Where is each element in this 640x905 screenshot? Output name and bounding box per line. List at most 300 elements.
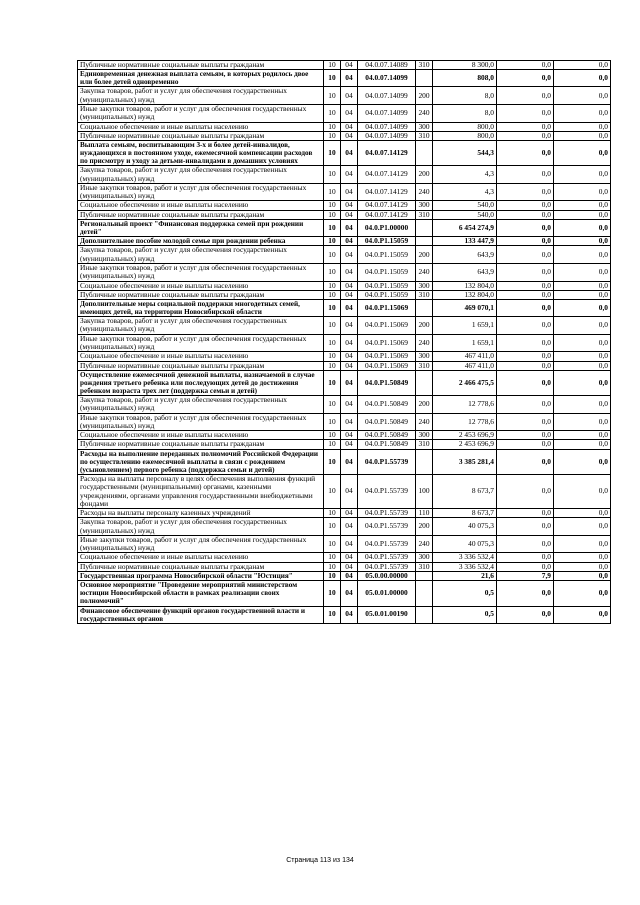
target-article-cell: 04.0.07.14129 [358,141,416,166]
section-code-cell: 10 [324,553,341,562]
row-name-cell: Социальное обеспечение и иные выплаты населению [78,201,324,210]
row-name-cell: Государственная программа Новосибирской области "Юстиция" [78,572,324,581]
amount-year3-cell: 0,0 [554,518,611,536]
amount-year3-cell: 0,0 [554,237,611,246]
subsection-code-cell: 04 [341,572,358,581]
section-code-cell: 10 [324,281,341,290]
amount-year1-cell: 3 336 532,4 [433,562,497,571]
target-article-cell: 05.0.01.00000 [358,581,416,606]
section-code-cell: 10 [324,61,341,70]
amount-year2-cell: 0,0 [497,104,554,122]
amount-year2-cell: 0,0 [497,263,554,281]
row-name-cell: Публичные нормативные социальные выплаты гражданам [78,440,324,449]
amount-year1-cell: 1 659,1 [433,334,497,352]
amount-year3-cell: 0,0 [554,317,611,335]
subsection-code-cell: 04 [341,183,358,201]
amount-year2-cell: 0,0 [497,201,554,210]
amount-year3-cell: 0,0 [554,581,611,606]
target-article-cell: 04.0.P1.15059 [358,246,416,264]
amount-year1-cell: 800,0 [433,131,497,140]
amount-year1-cell: 0,5 [433,606,497,623]
expense-type-cell: 310 [416,361,433,370]
table-row [78,183,611,201]
amount-year3-cell: 0,0 [554,281,611,290]
amount-year1-cell: 0,5 [433,581,497,606]
amount-year1-cell: 4,3 [433,166,497,184]
row-name-cell: Иные закупки товаров, работ и услуг для обеспечения государственных (муниципальных) нужд [78,535,324,553]
amount-year1-cell: 8 673,7 [433,474,497,508]
amount-year2-cell: 0,0 [497,396,554,414]
subsection-code-cell: 04 [341,581,358,606]
row-name-cell: Дополнительное пособие молодой семье при рождении ребенка [78,237,324,246]
subsection-code-cell: 04 [341,535,358,553]
section-code-cell: 10 [324,440,341,449]
amount-year3-cell: 0,0 [554,166,611,184]
amount-year2-cell: 0,0 [497,290,554,299]
subsection-code-cell: 04 [341,263,358,281]
expense-type-cell [416,219,433,236]
amount-year3-cell: 0,0 [554,440,611,449]
expense-type-cell [416,581,433,606]
table-row [78,581,611,606]
amount-year1-cell: 4,3 [433,183,497,201]
target-article-cell: 04.0.07.14129 [358,183,416,201]
expense-type-cell: 200 [416,246,433,264]
subsection-code-cell: 04 [341,87,358,105]
amount-year1-cell: 643,9 [433,263,497,281]
amount-year3-cell: 0,0 [554,361,611,370]
row-name-cell: Расходы на выплаты персоналу казенных учреждений [78,509,324,518]
row-name-cell: Закупка товаров, работ и услуг для обеспечения государственных (муниципальных) нужд [78,518,324,536]
section-code-cell: 10 [324,246,341,264]
section-code-cell: 10 [324,431,341,440]
expense-type-cell: 300 [416,201,433,210]
amount-year3-cell: 0,0 [554,509,611,518]
section-code-cell: 10 [324,87,341,105]
amount-year1-cell: 800,0 [433,122,497,131]
section-code-cell: 10 [324,70,341,87]
amount-year1-cell: 133 447,9 [433,237,497,246]
amount-year1-cell: 21,6 [433,572,497,581]
amount-year1-cell: 469 070,1 [433,300,497,317]
amount-year1-cell: 808,0 [433,70,497,87]
subsection-code-cell: 04 [341,553,358,562]
amount-year3-cell: 0,0 [554,562,611,571]
expense-type-cell: 240 [416,104,433,122]
expense-type-cell: 310 [416,61,433,70]
section-code-cell: 10 [324,131,341,140]
amount-year3-cell: 0,0 [554,122,611,131]
row-name-cell: Иные закупки товаров, работ и услуг для обеспечения государственных (муниципальных) нужд [78,413,324,431]
budget-table [77,60,611,624]
amount-year2-cell: 0,0 [497,219,554,236]
expense-type-cell: 240 [416,413,433,431]
subsection-code-cell: 04 [341,440,358,449]
amount-year2-cell: 0,0 [497,237,554,246]
section-code-cell: 10 [324,334,341,352]
table-row [78,317,611,335]
amount-year3-cell: 0,0 [554,263,611,281]
table-row [78,509,611,518]
page-footer [0,857,640,864]
amount-year2-cell: 0,0 [497,518,554,536]
expense-type-cell [416,370,433,395]
expense-type-cell: 200 [416,87,433,105]
expense-type-cell [416,449,433,474]
amount-year2-cell: 0,0 [497,431,554,440]
table-row [78,535,611,553]
row-name-cell: Закупка товаров, работ и услуг для обеспечения государственных (муниципальных) нужд [78,87,324,105]
section-code-cell: 10 [324,509,341,518]
amount-year2-cell: 0,0 [497,535,554,553]
subsection-code-cell: 04 [341,396,358,414]
section-code-cell: 10 [324,300,341,317]
amount-year1-cell: 1 659,1 [433,317,497,335]
amount-year1-cell: 40 075,3 [433,535,497,553]
amount-year2-cell: 0,0 [497,210,554,219]
amount-year1-cell: 467 411,0 [433,361,497,370]
amount-year2-cell: 0,0 [497,606,554,623]
section-code-cell: 10 [324,237,341,246]
row-name-cell: Расходы на выполнение переданных полномочий Российской Федерации по осуществлению ежемесячной выплаты в связи с рождением (усыновлением) первого ребенка (поддержка семьи и детей) [78,449,324,474]
subsection-code-cell: 04 [341,334,358,352]
table-row [78,474,611,508]
target-article-cell: 04.0.P1.15059 [358,263,416,281]
amount-year3-cell: 0,0 [554,70,611,87]
subsection-code-cell: 04 [341,509,358,518]
amount-year1-cell: 544,3 [433,141,497,166]
table-row [78,290,611,299]
target-article-cell: 04.0.P1.15059 [358,290,416,299]
subsection-code-cell: 04 [341,562,358,571]
subsection-code-cell: 04 [341,201,358,210]
amount-year1-cell: 8,0 [433,87,497,105]
section-code-cell: 10 [324,263,341,281]
target-article-cell: 04.0.P1.00000 [358,219,416,236]
table-row [78,104,611,122]
table-row [78,334,611,352]
amount-year2-cell: 0,0 [497,61,554,70]
amount-year3-cell: 0,0 [554,449,611,474]
amount-year2-cell: 0,0 [497,474,554,508]
amount-year3-cell: 0,0 [554,396,611,414]
row-name-cell: Финансовое обеспечение функций органов государственной власти и государственных органов [78,606,324,623]
amount-year1-cell: 8 300,0 [433,61,497,70]
section-code-cell: 10 [324,122,341,131]
expense-type-cell [416,141,433,166]
amount-year3-cell: 0,0 [554,104,611,122]
expense-type-cell [416,572,433,581]
section-code-cell: 10 [324,361,341,370]
amount-year2-cell: 0,0 [497,440,554,449]
table-row [78,518,611,536]
table-row [78,431,611,440]
amount-year2-cell: 0,0 [497,317,554,335]
section-code-cell: 10 [324,535,341,553]
subsection-code-cell: 04 [341,122,358,131]
subsection-code-cell: 04 [341,317,358,335]
amount-year3-cell: 0,0 [554,131,611,140]
section-code-cell: 10 [324,210,341,219]
table-row [78,87,611,105]
amount-year1-cell: 8 673,7 [433,509,497,518]
target-article-cell: 04.0.P1.50849 [358,440,416,449]
table-row [78,210,611,219]
row-name-cell: Социальное обеспечение и иные выплаты населению [78,352,324,361]
table-row [78,562,611,571]
amount-year1-cell: 3 385 281,4 [433,449,497,474]
subsection-code-cell: 04 [341,290,358,299]
section-code-cell: 10 [324,141,341,166]
section-code-cell: 10 [324,606,341,623]
row-name-cell: Расходы на выплаты персоналу в целях обеспечения выполнения функций государственными (муниципальными) органами, казенными учреждениями, органами управления государственными внебюджетными фондами [78,474,324,508]
section-code-cell: 10 [324,370,341,395]
subsection-code-cell: 04 [341,104,358,122]
expense-type-cell: 300 [416,553,433,562]
subsection-code-cell: 04 [341,606,358,623]
amount-year1-cell: 132 804,0 [433,281,497,290]
section-code-cell: 10 [324,104,341,122]
amount-year2-cell: 0,0 [497,562,554,571]
amount-year2-cell: 0,0 [497,300,554,317]
amount-year3-cell: 0,0 [554,61,611,70]
row-name-cell: Иные закупки товаров, работ и услуг для обеспечения государственных (муниципальных) нужд [78,263,324,281]
row-name-cell: Иные закупки товаров, работ и услуг для обеспечения государственных (муниципальных) нужд [78,183,324,201]
amount-year1-cell: 2 453 696,9 [433,431,497,440]
subsection-code-cell: 04 [341,352,358,361]
table-row [78,61,611,70]
amount-year2-cell: 0,0 [497,449,554,474]
target-article-cell: 04.0.P1.15059 [358,237,416,246]
table-row [78,361,611,370]
target-article-cell: 04.0.P1.55739 [358,535,416,553]
subsection-code-cell: 04 [341,449,358,474]
amount-year2-cell: 0,0 [497,352,554,361]
amount-year3-cell: 0,0 [554,246,611,264]
expense-type-cell: 310 [416,131,433,140]
amount-year3-cell: 0,0 [554,572,611,581]
target-article-cell: 04.0.P1.50849 [358,431,416,440]
expense-type-cell: 310 [416,440,433,449]
subsection-code-cell: 04 [341,210,358,219]
amount-year3-cell: 0,0 [554,87,611,105]
amount-year2-cell: 0,0 [497,334,554,352]
section-code-cell: 10 [324,317,341,335]
amount-year3-cell: 0,0 [554,413,611,431]
subsection-code-cell: 04 [341,474,358,508]
table-row [78,352,611,361]
expense-type-cell [416,70,433,87]
target-article-cell: 04.0.P1.55739 [358,449,416,474]
table-row [78,70,611,87]
section-code-cell: 10 [324,572,341,581]
expense-type-cell: 200 [416,166,433,184]
target-article-cell: 04.0.P1.15069 [358,317,416,335]
row-name-cell: Основное мероприятие "Проведение мероприятий министерством юстиции Новосибирской области в рамках реализации своих полномочий" [78,581,324,606]
amount-year3-cell: 0,0 [554,474,611,508]
expense-type-cell: 300 [416,352,433,361]
table-row [78,281,611,290]
amount-year2-cell: 7,9 [497,572,554,581]
subsection-code-cell: 04 [341,141,358,166]
amount-year1-cell: 6 454 274,9 [433,219,497,236]
subsection-code-cell: 04 [341,237,358,246]
target-article-cell: 04.0.07.14129 [358,210,416,219]
row-name-cell: Закупка товаров, работ и услуг для обеспечения государственных (муниципальных) нужд [78,396,324,414]
expense-type-cell: 240 [416,334,433,352]
row-name-cell: Социальное обеспечение и иные выплаты населению [78,122,324,131]
row-name-cell: Публичные нормативные социальные выплаты гражданам [78,210,324,219]
amount-year1-cell: 540,0 [433,201,497,210]
table-row [78,219,611,236]
expense-type-cell: 240 [416,535,433,553]
table-row [78,440,611,449]
row-name-cell: Иные закупки товаров, работ и услуг для обеспечения государственных (муниципальных) нужд [78,104,324,122]
amount-year1-cell: 12 778,6 [433,413,497,431]
section-code-cell: 10 [324,201,341,210]
row-name-cell: Выплата семьям, воспитывающим 3-х и более детей-инвалидов, нуждающихся в постоянном уходе, ежемесячной компенсации расходов по присмотру и уходу за детьми-инвалидами в домашних условиях [78,141,324,166]
amount-year1-cell: 8,0 [433,104,497,122]
amount-year3-cell: 0,0 [554,210,611,219]
target-article-cell: 04.0.P1.55739 [358,474,416,508]
expense-type-cell [416,300,433,317]
amount-year2-cell: 0,0 [497,509,554,518]
amount-year3-cell: 0,0 [554,553,611,562]
table-row [78,237,611,246]
subsection-code-cell: 04 [341,246,358,264]
amount-year3-cell: 0,0 [554,535,611,553]
section-code-cell: 10 [324,166,341,184]
expense-type-cell: 300 [416,431,433,440]
section-code-cell: 10 [324,449,341,474]
expense-type-cell: 300 [416,122,433,131]
amount-year2-cell: 0,0 [497,141,554,166]
amount-year1-cell: 132 804,0 [433,290,497,299]
target-article-cell: 04.0.P1.50849 [358,396,416,414]
row-name-cell: Единовременная денежная выплата семьям, в которых родилось двое или более детей одновременно [78,70,324,87]
amount-year2-cell: 0,0 [497,581,554,606]
amount-year1-cell: 467 411,0 [433,352,497,361]
amount-year2-cell: 0,0 [497,87,554,105]
amount-year1-cell: 540,0 [433,210,497,219]
section-code-cell: 10 [324,474,341,508]
amount-year3-cell: 0,0 [554,141,611,166]
target-article-cell: 04.0.07.14099 [358,70,416,87]
target-article-cell: 04.0.P1.55739 [358,518,416,536]
expense-type-cell: 310 [416,210,433,219]
target-article-cell: 04.0.P1.55739 [358,509,416,518]
table-row [78,246,611,264]
amount-year3-cell: 0,0 [554,334,611,352]
row-name-cell: Публичные нормативные социальные выплаты гражданам [78,290,324,299]
target-article-cell: 04.0.P1.15069 [358,334,416,352]
expense-type-cell: 110 [416,509,433,518]
amount-year2-cell: 0,0 [497,131,554,140]
table-row [78,370,611,395]
table-row [78,166,611,184]
row-name-cell: Иные закупки товаров, работ и услуг для обеспечения государственных (муниципальных) нужд [78,334,324,352]
row-name-cell: Осуществление ежемесячной денежной выплаты, назначаемой в случае рождения третьего ребенка или последующих детей до достижения ребенком возраста трех лет (поддержка семьи и детей) [78,370,324,395]
table-row [78,396,611,414]
table-row [78,413,611,431]
amount-year2-cell: 0,0 [497,553,554,562]
page-number-label: Страница 113 из 134 [286,857,354,864]
expense-type-cell: 300 [416,281,433,290]
amount-year2-cell: 0,0 [497,70,554,87]
amount-year2-cell: 0,0 [497,122,554,131]
section-code-cell: 10 [324,581,341,606]
subsection-code-cell: 04 [341,131,358,140]
target-article-cell: 04.0.07.14129 [358,166,416,184]
section-code-cell: 10 [324,396,341,414]
table-row [78,131,611,140]
expense-type-cell: 200 [416,317,433,335]
target-article-cell: 05.0.00.00000 [358,572,416,581]
target-article-cell: 04.0.07.14099 [358,122,416,131]
target-article-cell: 04.0.P1.15069 [358,300,416,317]
amount-year2-cell: 0,0 [497,246,554,264]
amount-year3-cell: 0,0 [554,352,611,361]
amount-year3-cell: 0,0 [554,606,611,623]
expense-type-cell: 310 [416,290,433,299]
row-name-cell: Дополнительные меры социальной поддержки многодетных семей, имеющих детей, на территории Новосибирской области [78,300,324,317]
row-name-cell: Социальное обеспечение и иные выплаты населению [78,553,324,562]
expense-type-cell: 200 [416,396,433,414]
section-code-cell: 10 [324,413,341,431]
section-code-cell: 10 [324,219,341,236]
amount-year2-cell: 0,0 [497,370,554,395]
table-row [78,449,611,474]
subsection-code-cell: 04 [341,370,358,395]
row-name-cell: Публичные нормативные социальные выплаты гражданам [78,61,324,70]
expense-type-cell [416,237,433,246]
subsection-code-cell: 04 [341,219,358,236]
expense-type-cell: 240 [416,263,433,281]
table-row [78,553,611,562]
target-article-cell: 04.0.P1.15069 [358,352,416,361]
target-article-cell: 04.0.P1.55739 [358,562,416,571]
expense-type-cell: 100 [416,474,433,508]
amount-year3-cell: 0,0 [554,290,611,299]
table-row [78,263,611,281]
subsection-code-cell: 04 [341,281,358,290]
expense-type-cell [416,606,433,623]
target-article-cell: 04.0.P1.50849 [358,370,416,395]
row-name-cell: Социальное обеспечение и иные выплаты населению [78,281,324,290]
row-name-cell: Закупка товаров, работ и услуг для обеспечения государственных (муниципальных) нужд [78,317,324,335]
row-name-cell: Публичные нормативные социальные выплаты гражданам [78,131,324,140]
section-code-cell: 10 [324,352,341,361]
section-code-cell: 10 [324,290,341,299]
row-name-cell: Публичные нормативные социальные выплаты гражданам [78,361,324,370]
amount-year2-cell: 0,0 [497,166,554,184]
section-code-cell: 10 [324,562,341,571]
target-article-cell: 04.0.P1.15069 [358,361,416,370]
amount-year3-cell: 0,0 [554,300,611,317]
amount-year1-cell: 2 466 475,5 [433,370,497,395]
row-name-cell: Региональный проект "Финансовая поддержка семей при рождении детей" [78,219,324,236]
row-name-cell: Социальное обеспечение и иные выплаты населению [78,431,324,440]
table-row [78,300,611,317]
amount-year1-cell: 3 336 532,4 [433,553,497,562]
subsection-code-cell: 04 [341,61,358,70]
table-row [78,201,611,210]
amount-year2-cell: 0,0 [497,183,554,201]
subsection-code-cell: 04 [341,431,358,440]
target-article-cell: 04.0.07.14089 [358,61,416,70]
subsection-code-cell: 04 [341,413,358,431]
target-article-cell: 05.0.01.00190 [358,606,416,623]
